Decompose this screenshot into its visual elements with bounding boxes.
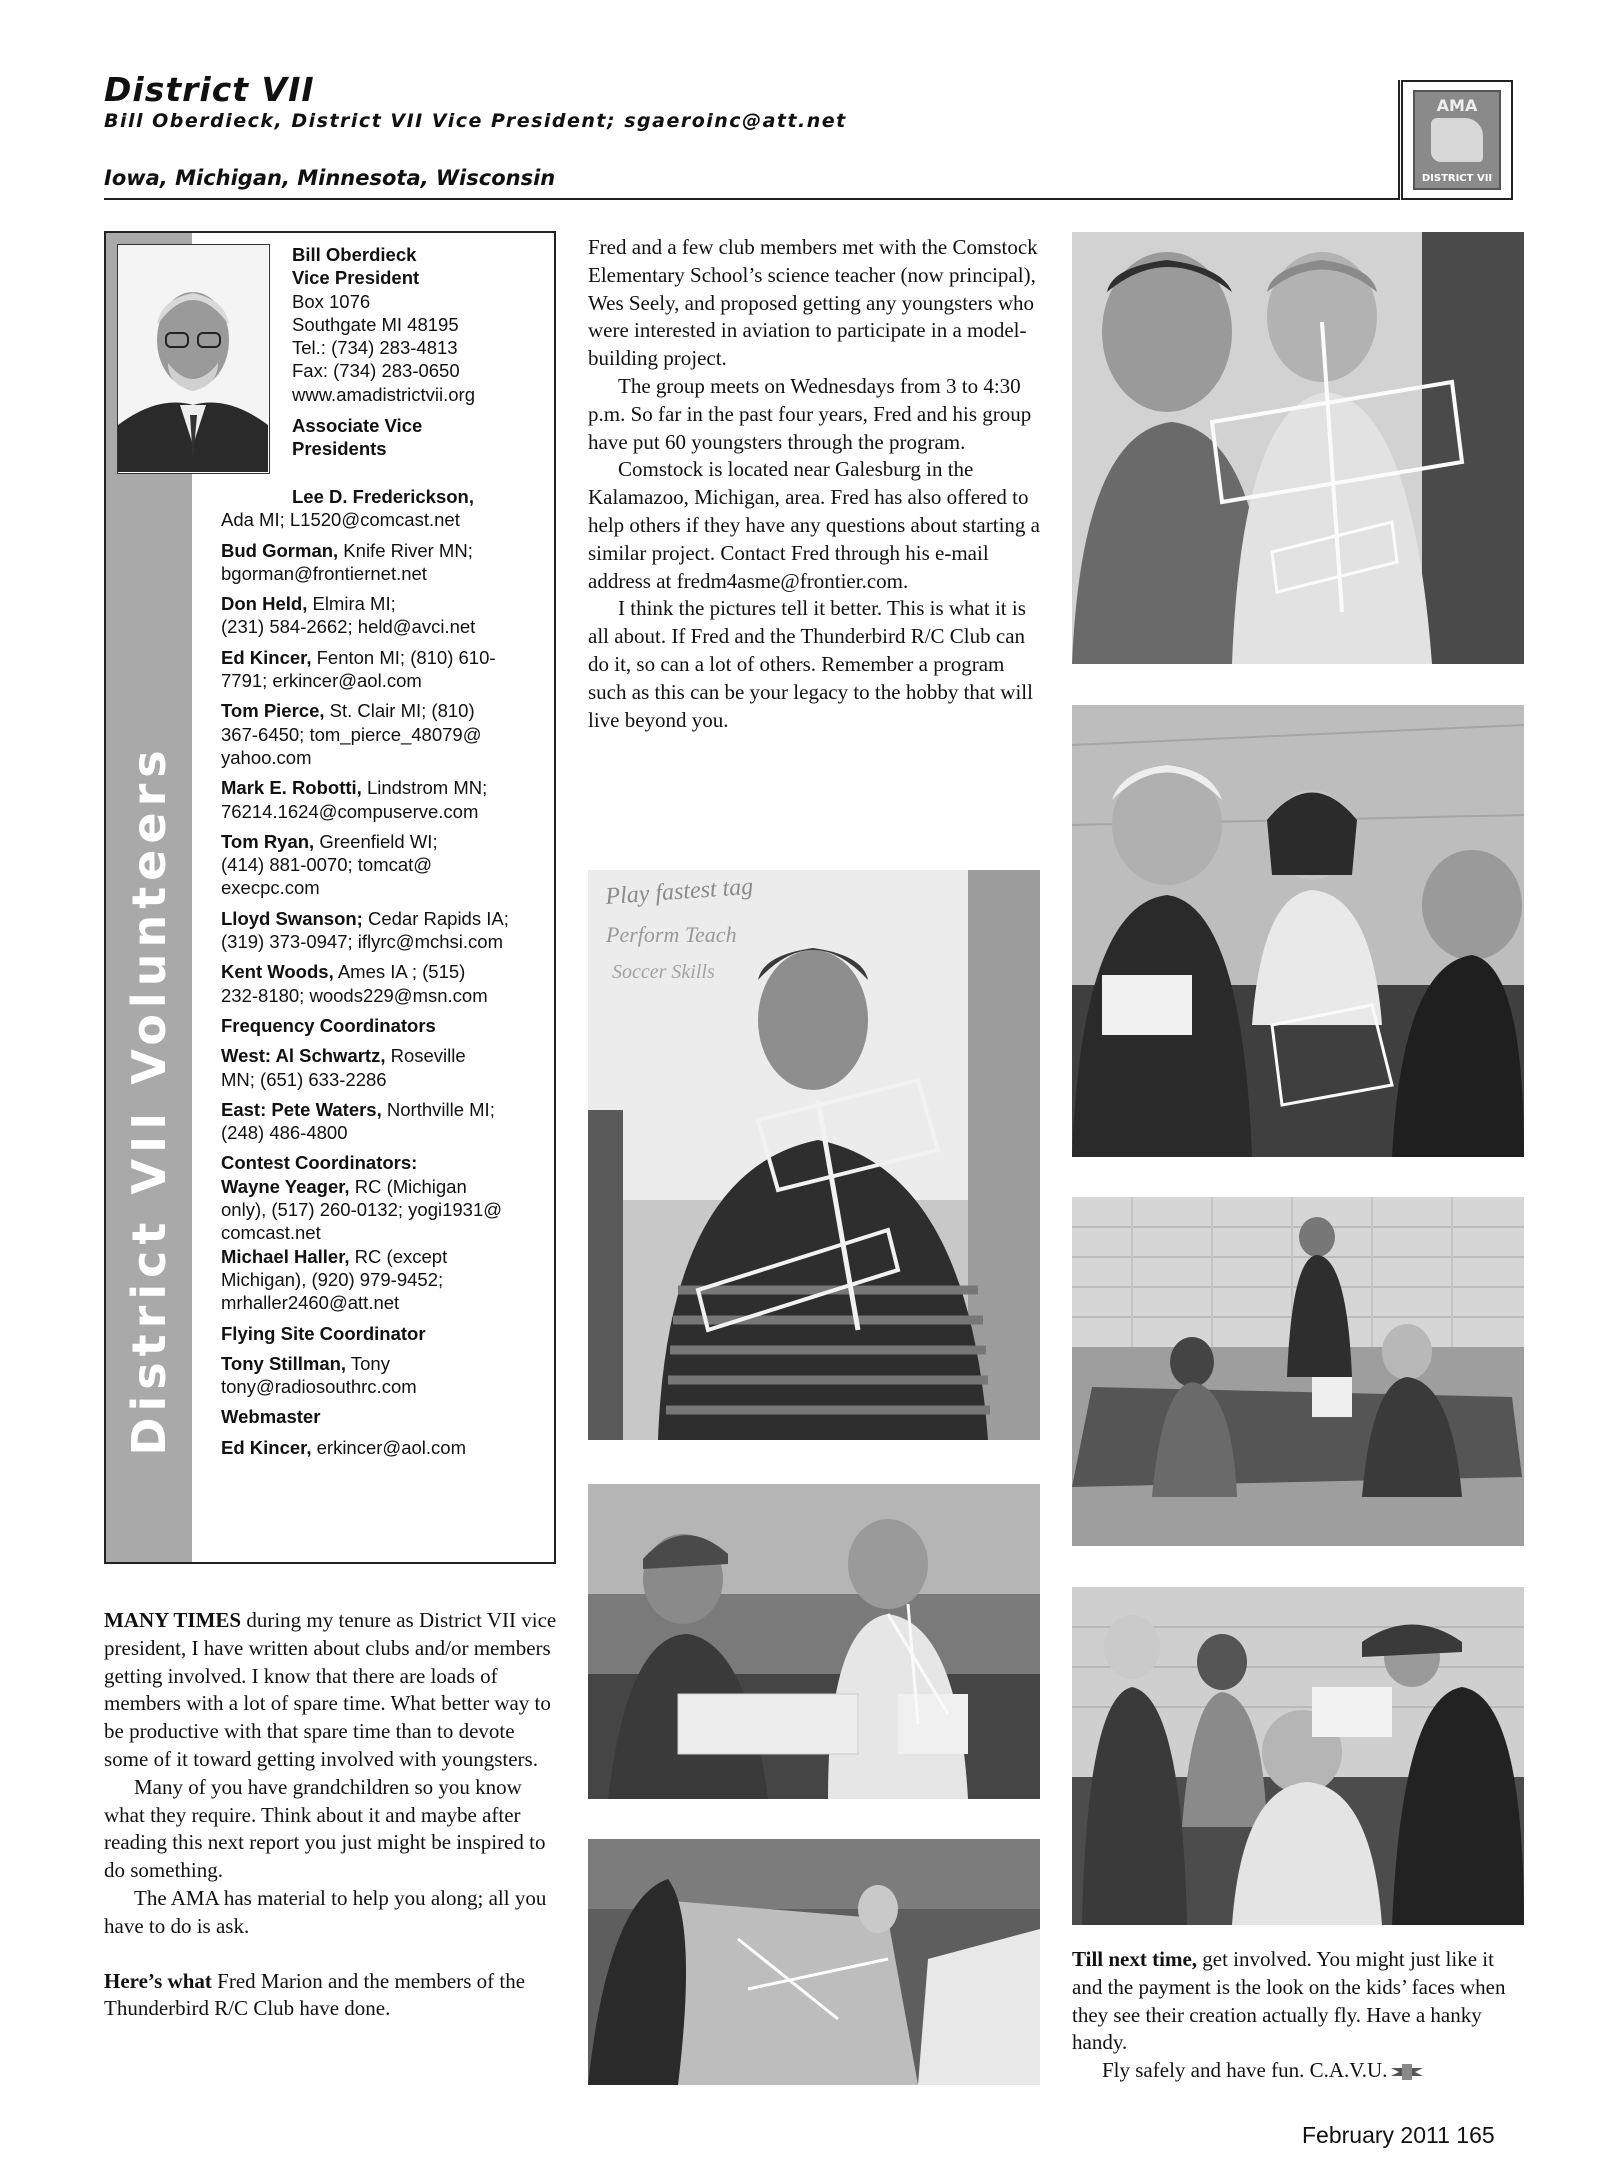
- paragraph-text: Fred Marion and the members of the Thunderbird R/C Club have done.: [104, 1968, 526, 2021]
- header-divider: [1398, 80, 1400, 200]
- vp-tel: Tel.: (734) 283-4813: [292, 337, 458, 359]
- photo-man-and-boy-building: [588, 1484, 1040, 1799]
- photo-children-at-table: [588, 1839, 1040, 2085]
- page-footer: February 2011 165: [1302, 2122, 1495, 2148]
- volunteer-name: Lee D. Frederickson,: [292, 486, 474, 507]
- paragraph: I think the pictures tell it better. This is what it is all about. If Fred and the Thunderbird R/C Club can do it, so can a lot of others. Remember a program such as this can be your legacy to the hobby that will live beyond you.: [588, 596, 1033, 732]
- volunteer-info: Roseville: [385, 1045, 466, 1067]
- whiteboard-line: Perform Teach: [606, 922, 737, 947]
- volunteer-info: 232-8180; woods229@msn.com: [221, 984, 488, 1006]
- article-column-3: [1072, 1946, 1524, 2085]
- volunteer-info: Northville MI;: [381, 1098, 495, 1120]
- webmaster-heading: Webmaster: [221, 1406, 321, 1428]
- volunteer-info: bgorman@frontiernet.net: [221, 562, 427, 584]
- volunteer-info: mrhaller2460@att.net: [221, 1292, 400, 1314]
- logo-bottom-text: DISTRICT VII: [1421, 173, 1493, 184]
- volunteer-name: Ed Kincer,: [221, 646, 312, 668]
- volunteer-name: Tom Pierce,: [221, 700, 325, 722]
- volunteer-info: execpc.com: [221, 877, 320, 899]
- volunteer-name: Tony Stillman,: [221, 1352, 347, 1374]
- paragraph: Fred and a few club members met with the Comstock Elementary School’s science teacher (now principal), Wes Seely, and proposed getting any youngsters who were interested in aviation to participate in a model-building project.: [588, 235, 1038, 371]
- volunteer-entry: [221, 776, 551, 823]
- state-map-icon: [1431, 118, 1483, 162]
- district-logo: [1401, 80, 1513, 200]
- volunteer-entry: [221, 592, 551, 639]
- volunteer-name: Michael Haller,: [221, 1245, 350, 1267]
- section-heading: [221, 1405, 551, 1428]
- volunteer-name: Lloyd Swanson;: [221, 907, 363, 929]
- section-heading: [221, 1014, 551, 1037]
- volunteer-info: Elmira MI;: [307, 593, 396, 615]
- volunteer-info: Michigan), (920) 979-9452;: [221, 1268, 444, 1290]
- volunteer-entry: [221, 1245, 551, 1315]
- vp-portrait: [117, 244, 270, 474]
- district-states: Iowa, Michigan, Minnesota, Wisconsin: [104, 166, 556, 190]
- volunteer-info: Cedar Rapids IA;: [362, 907, 509, 929]
- volunteer-entry: [221, 907, 551, 954]
- volunteer-list: [221, 485, 551, 1466]
- volunteer-info: Ada MI; L1520@comcast.net: [221, 509, 460, 531]
- volunteer-name: East: Pete Waters,: [221, 1098, 382, 1120]
- run-in-lead: Here’s what: [104, 1968, 212, 1993]
- page-title: District VII: [104, 70, 315, 109]
- volunteer-info: Fenton MI; (810) 610-: [311, 646, 496, 668]
- paragraph: Comstock is located near Galesburg in the Kalamazoo, Michigan, area. Fred has also offered to help others if they have any questions about starting a similar project. Contact Fred through his e-mail address at fredm4asme@frontier.com.: [588, 457, 1040, 593]
- volunteer-name: Tom Ryan,: [221, 830, 315, 852]
- photo-boys-with-models: [1072, 232, 1524, 664]
- volunteer-info: 7791; erkincer@aol.com: [221, 670, 422, 692]
- vp-contact-block: [292, 243, 547, 461]
- volunteer-info: MN; (651) 633-2286: [221, 1068, 387, 1090]
- whiteboard-line: Soccer Skills: [612, 961, 715, 983]
- ama-end-icon: [1389, 2062, 1425, 2082]
- paragraph: [104, 1968, 560, 2024]
- frequency-heading: Frequency Coordinators: [221, 1014, 436, 1036]
- volunteer-info: tony@radiosouthrc.com: [221, 1376, 417, 1398]
- volunteer-info: Greenfield WI;: [314, 830, 438, 852]
- logo-top-text: AMA: [1436, 96, 1478, 115]
- volunteer-entry: [221, 1436, 551, 1459]
- volunteer-name: West: Al Schwartz,: [221, 1045, 386, 1067]
- volunteer-info: RC (except: [349, 1245, 448, 1267]
- paragraph-text: during my tenure as District VII vice president, I have written about clubs and/or members getting involved. I know that there are loads of members with a lot of spare time. What better way to be productive with that spare time than to devote some of it toward getting involved with youngsters.: [104, 1608, 557, 1771]
- volunteer-info: (319) 373-0947; iflyrc@mchsi.com: [221, 931, 503, 953]
- volunteer-info: (248) 486-4800: [221, 1122, 348, 1144]
- volunteer-entry: [221, 1098, 551, 1145]
- volunteer-info: 367-6450; tom_pierce_48079@: [221, 723, 482, 745]
- paragraph: The group meets on Wednesdays from 3 to 4:30 p.m. So far in the past four years, Fred and his group have put 60 youngsters through the program.: [588, 373, 1032, 454]
- closing-text: Fly safely and have fun. C.A.V.U.: [1102, 2058, 1388, 2083]
- volunteer-info: (231) 584-2662; held@avci.net: [221, 616, 476, 638]
- volunteer-info: Tony: [346, 1352, 390, 1374]
- paragraph: [104, 1607, 560, 1774]
- vp-name: Bill Oberdieck: [292, 244, 417, 265]
- paragraph: Many of you have grandchildren so you know what they require. Think about it and maybe after reading this next report you just might be inspired to do something.: [104, 1774, 546, 1883]
- avp-heading-line1: Associate Vice: [292, 415, 423, 437]
- logo-emblem: [1413, 90, 1501, 190]
- volunteer-info: yahoo.com: [221, 746, 312, 768]
- volunteer-entry: [221, 1044, 551, 1091]
- run-in-lead: MANY TIMES: [104, 1608, 242, 1632]
- paragraph: [1072, 2057, 1524, 2085]
- vp-fax: Fax: (734) 283-0650: [292, 360, 460, 382]
- volunteer-info: St. Clair MI; (810): [324, 700, 475, 722]
- volunteer-name: Mark E. Robotti,: [221, 777, 362, 799]
- vp-title: Vice President: [292, 267, 420, 289]
- volunteer-entry: [221, 960, 551, 1007]
- photo-instructor-with-model: [588, 870, 1040, 1440]
- volunteer-info: comcast.net: [221, 1222, 321, 1244]
- vp-address2: Southgate MI 48195: [292, 313, 459, 335]
- volunteer-info: (414) 881-0070; tomcat@: [221, 854, 433, 876]
- volunteer-entry: [221, 699, 551, 769]
- paragraph-text: get involved. You might just like it and the payment is the look on the kids’ faces when they see their creation actually fly. Have a hanky handy.: [1072, 1947, 1506, 2055]
- volunteer-entry: [221, 1151, 551, 1244]
- volunteer-info: Lindstrom MN;: [361, 777, 488, 799]
- volunteer-info: 76214.1624@compuserve.com: [221, 800, 479, 822]
- sidebar-band-label: District VII Volunteers: [122, 744, 176, 1456]
- volunteer-name: Bud Gorman,: [221, 539, 339, 561]
- whiteboard-line: Play fastest tag: [604, 873, 755, 910]
- volunteer-name: Don Held,: [221, 593, 308, 615]
- vp-address1: Box 1076: [292, 290, 371, 312]
- paragraph: [1072, 1946, 1524, 2057]
- volunteer-entry: [221, 830, 551, 900]
- vp-website: www.amadistrictvii.org: [292, 383, 475, 405]
- header-rule: [104, 198, 1399, 200]
- volunteer-info: RC (Michigan: [349, 1175, 467, 1197]
- paragraph: The AMA has material to help you along; all you have to do is ask.: [104, 1885, 547, 1938]
- article-column-1: [104, 1607, 560, 2023]
- article-column-2: [588, 234, 1040, 734]
- volunteer-name: Kent Woods,: [221, 961, 334, 983]
- flying-site-heading: Flying Site Coordinator: [221, 1322, 426, 1344]
- photo-gym-tables: [1072, 1197, 1524, 1546]
- avp-heading-line2: Presidents: [292, 438, 387, 460]
- volunteer-entry: [221, 485, 551, 532]
- volunteer-entry: [221, 646, 551, 693]
- volunteer-info: Ames IA ; (515): [333, 961, 466, 983]
- photo-group-building: [1072, 1587, 1524, 1925]
- portrait-image: [118, 245, 268, 472]
- volunteer-info: erkincer@aol.com: [311, 1436, 466, 1458]
- volunteer-name: Wayne Yeager,: [221, 1175, 350, 1197]
- volunteer-info: Knife River MN;: [338, 539, 473, 561]
- photo-girl-with-adults: [1072, 705, 1524, 1157]
- volunteer-info: only), (517) 260-0132; yogi1931@: [221, 1199, 503, 1221]
- volunteer-name: Ed Kincer,: [221, 1436, 312, 1458]
- byline: Bill Oberdieck, District VII Vice President; sgaeroinc@att.net: [104, 110, 847, 132]
- run-in-lead: Till next time,: [1072, 1947, 1198, 1971]
- contest-heading: Contest Coordinators:: [221, 1152, 418, 1174]
- section-heading: [221, 1322, 551, 1345]
- volunteer-entry: [221, 539, 551, 586]
- volunteer-entry: [221, 1352, 551, 1399]
